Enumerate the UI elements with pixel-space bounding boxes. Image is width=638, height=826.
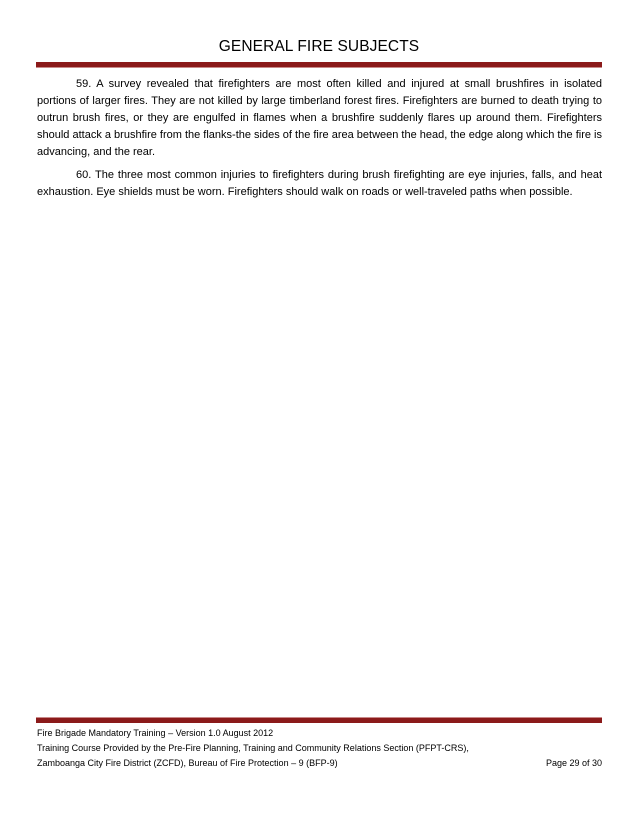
page-footer: [37, 726, 602, 771]
paragraph-60: 60. The three most common injuries to firefighters during brush firefighting are eye injuries, falls, and heat exhaustion. Eye shields must be worn. Firefighters should walk on roads or well-traveled paths when possible.: [37, 169, 602, 198]
footer-training-version: Fire Brigade Mandatory Training – Version 1.0 August 2012: [37, 728, 274, 738]
paragraph-59: 59. A survey revealed that firefighters are most often killed and injured at small brushfires in isolated portions of larger fires. They are not killed by large timberland forest fires. Firefighters are burned to death trying to outrun brush fires, or they are engulfed in flames when a brushfire suddenly flares up around them. Firefighters should attack a brushfire from the flanks-the sides of the fire area between the head, the edge along which the fire is advancing, and the rear.: [37, 78, 603, 158]
footer-district: Zamboanga City Fire District (ZCFD), Bureau of Fire Protection – 9 (BFP-9): [37, 758, 338, 768]
footer-divider: [36, 717, 602, 723]
footer-last-line: [37, 756, 602, 771]
page-number: Page 29 of 30: [545, 758, 602, 768]
header-divider: [36, 62, 602, 68]
page-title: GENERAL FIRE SUBJECTS: [218, 38, 420, 55]
document-body: [37, 76, 602, 207]
footer-course-provider: Training Course Provided by the Pre-Fire Planning, Training and Community Relations Section (PFPT-CRS),: [37, 743, 469, 753]
